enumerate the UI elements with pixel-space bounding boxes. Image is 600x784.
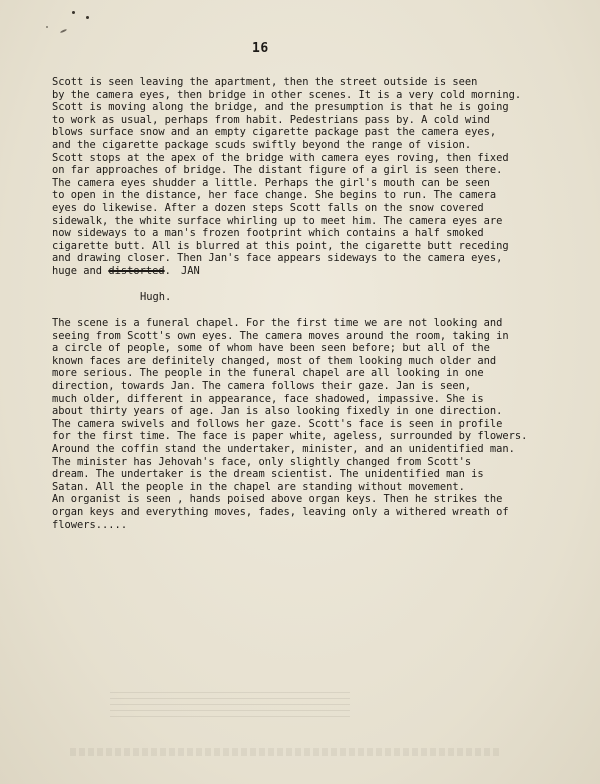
ink-speck bbox=[72, 11, 75, 14]
text-line: Scott is seen leaving the apartment, then the street outside is seen bbox=[52, 76, 478, 88]
text-fragment: . bbox=[164, 264, 171, 277]
text-line: by the camera eyes, then bridge in other scenes. It is a very cold morning. bbox=[52, 88, 522, 101]
dialogue-line: Hugh. bbox=[140, 291, 172, 303]
text-line: The minister has Jehovah's face, only slightly changed from Scott's bbox=[52, 455, 472, 468]
text-line: to work as usual, perhaps from habit. Pedestrians pass by. A cold wind bbox=[52, 113, 490, 126]
text-line: organ keys and everything moves, fades, leaving only a withered wreath of bbox=[52, 505, 509, 518]
text-line: The scene is a funeral chapel. For the first time we are not looking and bbox=[52, 317, 503, 329]
text-line: seeing from Scott's own eyes. The camera moves around the room, taking in bbox=[52, 329, 509, 342]
text-line: on far approaches of bridge. The distant figure of a girl is seen there. bbox=[52, 164, 503, 177]
scene-paragraph-bridge bbox=[52, 76, 521, 278]
page-number: 16 bbox=[252, 41, 269, 56]
text-line: much older, different in appearance, face shadowed, impassive. She is bbox=[52, 392, 484, 405]
text-line: Scott stops at the apex of the bridge with camera eyes roving, then fixed bbox=[52, 151, 509, 164]
text-line: Satan. All the people in the chapel are standing without movement. bbox=[52, 480, 465, 493]
text-line: a circle of people, some of whom have been seen before; but all of the bbox=[52, 342, 490, 355]
text-line: now sideways to a man's frozen footprint which contains a half smoked bbox=[52, 227, 484, 240]
ink-mark bbox=[60, 29, 67, 34]
text-line: cigarette butt. All is blurred at this point, the cigarette butt receding bbox=[52, 239, 509, 252]
text-line: to open in the distance, her face change. She begins to run. The camera bbox=[52, 189, 497, 202]
text-line: eyes do likewise. After a dozen steps Scott falls on the snow covered bbox=[52, 201, 484, 214]
bleed-through-text bbox=[110, 692, 350, 722]
character-name: JAN bbox=[181, 265, 200, 277]
text-line: Around the coffin stand the undertaker, minister, and an unidentified man. bbox=[52, 442, 515, 455]
text-line: The camera swivels and follows her gaze. Scott's face is seen in profile bbox=[52, 417, 503, 430]
text-line: The camera eyes shudder a little. Perhaps the girl's mouth can be seen bbox=[52, 176, 490, 189]
text-line: and drawing closer. Then Jan's face appears sideways to the camera eyes, bbox=[52, 252, 503, 265]
text-line: and the cigarette package scuds swiftly beyond the range of vision. bbox=[52, 138, 472, 151]
bleed-through-text bbox=[70, 748, 500, 756]
text-line: blows surface snow and an empty cigarette package past the camera eyes, bbox=[52, 126, 497, 139]
text-line: direction, towards Jan. The camera follows their gaze. Jan is seen, bbox=[52, 379, 472, 392]
text-line: sidewalk, the white surface whirling up to meet him. The camera eyes are bbox=[52, 214, 503, 227]
text-line: for the first time. The face is paper white, ageless, surrounded by flowers. bbox=[52, 430, 528, 443]
text-line: dream. The undertaker is the dream scientist. The unidentified man is bbox=[52, 468, 484, 481]
text-line: flowers..... bbox=[52, 518, 128, 531]
text-fragment: huge and bbox=[52, 264, 109, 277]
scene-paragraph-funeral bbox=[52, 317, 527, 531]
text-line: An organist is seen , hands poised above organ keys. Then he strikes the bbox=[52, 493, 503, 506]
ink-speck bbox=[46, 26, 48, 28]
text-line: Scott is moving along the bridge, and the presumption is that he is going bbox=[52, 101, 509, 114]
struck-out-word: distorted bbox=[108, 264, 165, 277]
text-line: about thirty years of age. Jan is also looking fixedly in one direction. bbox=[52, 405, 503, 418]
ink-speck bbox=[86, 16, 89, 19]
text-line: more serious. The people in the funeral chapel are all looking in one bbox=[52, 367, 484, 380]
text-line: known faces are definitely changed, most of them looking much older and bbox=[52, 354, 497, 367]
text-line bbox=[52, 265, 521, 278]
